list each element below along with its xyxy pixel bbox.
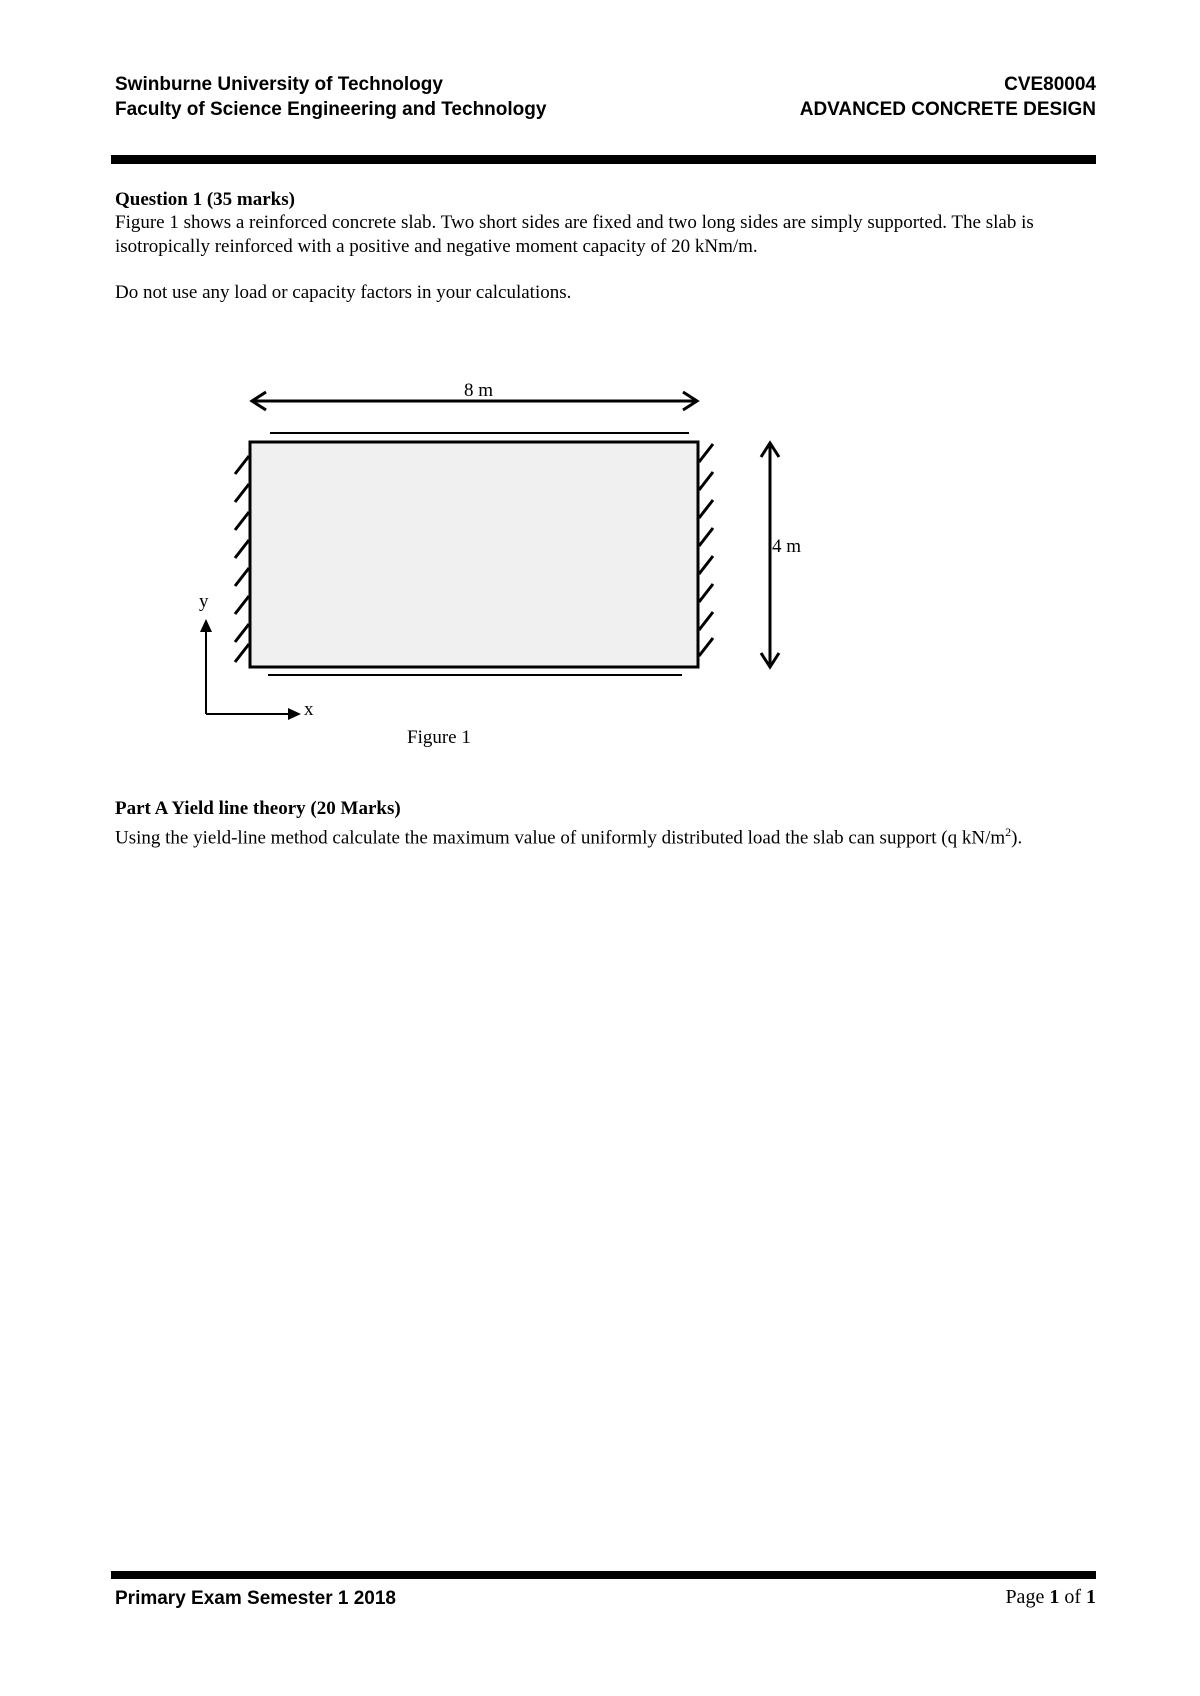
part-a-text bbox=[115, 820, 1100, 850]
unit-name: ADVANCED CONCRETE DESIGN bbox=[799, 99, 1096, 120]
header-left bbox=[115, 72, 546, 122]
total-pages: 1 bbox=[1086, 1586, 1096, 1608]
height-label: 4 m bbox=[772, 536, 802, 557]
footer-rule bbox=[111, 1571, 1096, 1579]
coordinate-axes bbox=[200, 619, 301, 720]
x-axis-label: x bbox=[304, 699, 314, 720]
exam-name: Primary Exam Semester 1 2018 bbox=[115, 1588, 396, 1609]
part-a-text-main: Using the yield-line method calculate the maximum value of uniformly distributed load the slab can support (q kN/m bbox=[115, 827, 1006, 849]
width-label: 8 m bbox=[464, 380, 494, 401]
part-a-superscript: 2 bbox=[1005, 825, 1012, 839]
current-page: 1 bbox=[1049, 1586, 1060, 1608]
unit-code: CVE80004 bbox=[1004, 74, 1096, 95]
faculty-name: Faculty of Science Engineering and Technology bbox=[115, 99, 547, 120]
header-rule bbox=[111, 155, 1096, 164]
university-name: Swinburne University of Technology bbox=[115, 74, 443, 95]
page-word: Page bbox=[1005, 1586, 1045, 1608]
header-right bbox=[800, 72, 1096, 122]
part-a-text-end: ). bbox=[1011, 827, 1023, 849]
part-a-title: Part A Yield line theory (20 Marks) bbox=[115, 798, 401, 819]
figure-caption: Figure 1 bbox=[407, 727, 471, 748]
question-paragraph: Figure 1 shows a reinforced concrete slab. Two short sides are fixed and two long sides are simply supported. The slab is isotropically reinforced with a positive and negative moment capacity of 20 kNm/m. bbox=[115, 212, 1034, 257]
slab-rectangle bbox=[250, 442, 698, 667]
page-number bbox=[1005, 1586, 1096, 1609]
right-fixed-support-hatch bbox=[699, 444, 713, 656]
question-title: Question 1 (35 marks) bbox=[115, 189, 295, 210]
question-instruction: Do not use any load or capacity factors in your calculations. bbox=[115, 282, 572, 303]
y-axis-label: y bbox=[199, 591, 209, 612]
of-word: of bbox=[1064, 1586, 1081, 1608]
left-fixed-support-hatch bbox=[235, 456, 249, 662]
